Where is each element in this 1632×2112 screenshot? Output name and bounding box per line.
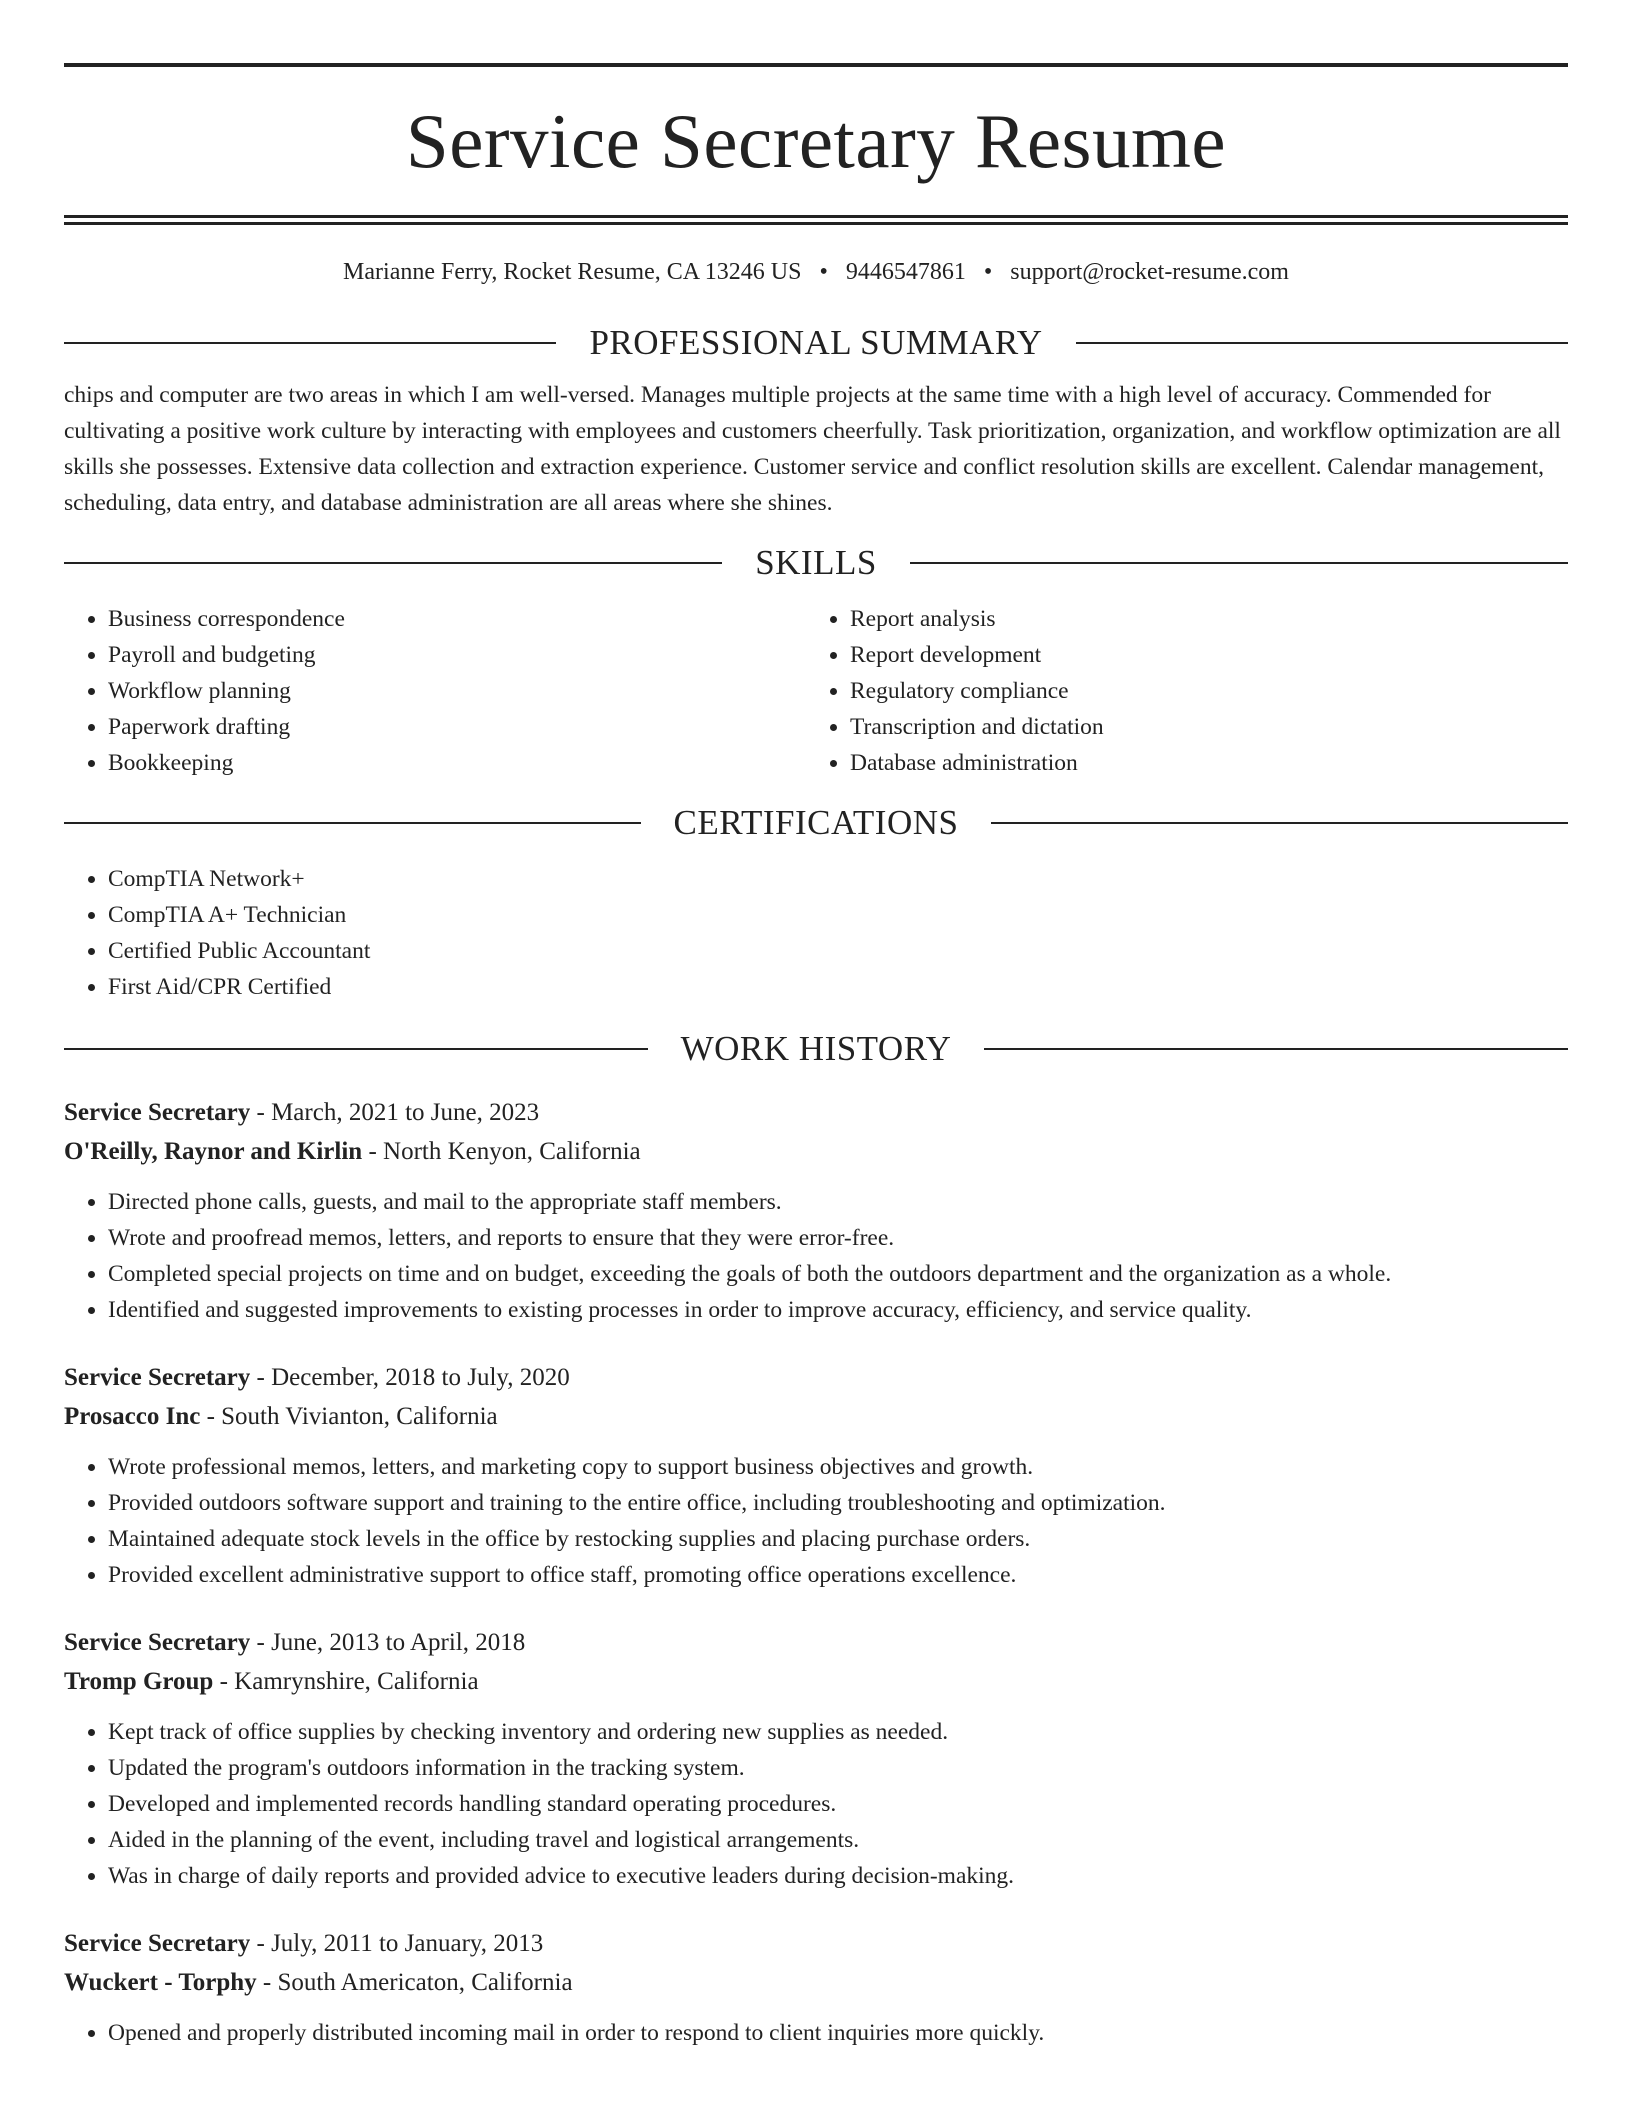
contact-line <box>64 257 1568 287</box>
contact-separator: • <box>819 259 828 285</box>
certification-item: • First Aid/CPR Certified <box>108 969 1568 1005</box>
heading-rule-left <box>64 342 556 344</box>
summary-heading-label: PROFESSIONAL SUMMARY <box>589 323 1043 362</box>
job-company: O'Reilly, Raynor and Kirlin <box>64 1138 363 1165</box>
certifications-heading-label: CERTIFICATIONS <box>673 803 959 842</box>
job-title-line <box>64 1924 1568 1963</box>
job-bullet: • Opened and properly distributed incoming mail in order to respond to client inquiries more quickly. <box>108 2015 1568 2051</box>
top-rule <box>64 63 1568 67</box>
job-title-line <box>64 1093 1568 1132</box>
job-company-line <box>64 1397 1568 1436</box>
job-title: Service Secretary <box>64 1629 251 1656</box>
job-bullet: • Updated the program's outdoors information in the tracking system. <box>108 1750 1568 1786</box>
heading-rule-right <box>910 562 1568 564</box>
skill-item: • Payroll and budgeting <box>108 637 806 673</box>
certification-item: • CompTIA A+ Technician <box>108 897 1568 933</box>
work-history-heading-label: WORK HISTORY <box>680 1029 952 1068</box>
certification-item: • CompTIA Network+ <box>108 861 1568 897</box>
contact-separator: • <box>983 259 993 285</box>
resume-page <box>64 0 1568 2051</box>
job-bullet: • Provided outdoors software support and training to the entire office, including troubleshooting and optimization. <box>108 1485 1568 1521</box>
certification-item: • Certified Public Accountant <box>108 933 1568 969</box>
job-bullet: • Identified and suggested improvements to existing processes in order to improve accuracy, efficiency, and service quality. <box>108 1292 1568 1328</box>
job-entry <box>64 1924 1568 2051</box>
job-company: Prosacco Inc <box>64 1403 201 1430</box>
heading-rule-left <box>64 1048 648 1050</box>
skills-heading-label: SKILLS <box>755 543 877 582</box>
job-bullet: • Aided in the planning of the event, including travel and logistical arrangements. <box>108 1822 1568 1858</box>
job-dates: - December, 2018 to July, 2020 <box>250 1364 570 1391</box>
job-title-line <box>64 1623 1568 1662</box>
skill-item: • Paperwork drafting <box>108 709 806 745</box>
job-bullet: • Wrote and proofread memos, letters, and reports to ensure that they were error-free. <box>108 1220 1568 1256</box>
skill-item: • Database administration <box>850 745 1548 781</box>
job-bullet: • Wrote professional memos, letters, and marketing copy to support business objectives and growth. <box>108 1449 1568 1485</box>
job-bullet: • Developed and implemented records handling standard operating procedures. <box>108 1786 1568 1822</box>
skill-item: • Report analysis <box>850 601 1548 637</box>
job-bullets <box>64 1449 1568 1593</box>
skills-column-right <box>806 601 1548 781</box>
job-title-line <box>64 1358 1568 1397</box>
job-bullet: • Provided excellent administrative support to office staff, promoting office operations excellence. <box>108 1557 1568 1593</box>
resume-title: Service Secretary Resume <box>405 98 1227 184</box>
job-dates: - June, 2013 to April, 2018 <box>250 1629 526 1656</box>
job-location: - South Americaton, California <box>256 1969 573 1996</box>
certifications-section-heading <box>64 803 1568 843</box>
contact-email[interactable]: support@rocket-resume.com <box>1010 259 1289 285</box>
skill-item: • Report development <box>850 637 1548 673</box>
heading-rule-left <box>64 822 641 824</box>
job-entry <box>64 1623 1568 1894</box>
job-title: Service Secretary <box>64 1930 251 1957</box>
skill-item: • Workflow planning <box>108 673 806 709</box>
heading-rule-right <box>1076 342 1568 344</box>
job-bullet: • Maintained adequate stock levels in the office by restocking supplies and placing purchase orders. <box>108 1521 1568 1557</box>
job-bullet: • Completed special projects on time and on budget, exceeding the goals of both the outdoors department and the organization as a whole. <box>108 1256 1568 1292</box>
skill-item: • Regulatory compliance <box>850 673 1548 709</box>
job-location: - North Kenyon, California <box>362 1138 641 1165</box>
summary-paragraph: chips and computer are two areas in which I am well-versed. Manages multiple projects at the same time with a high level of accuracy. Commended for cultivating a positive work culture by interacting with employees and customers cheerfully. Task prioritization, organization, and workflow optimization are all skills she possesses. Extensive data collection and extraction experience. Customer service and conflict resolution skills are excellent. Calendar management, scheduling, data entry, and database administration are all areas where she shines. <box>64 382 1561 516</box>
job-bullets <box>64 1714 1568 1894</box>
job-bullets <box>64 2015 1568 2051</box>
job-company: Wuckert - Torphy <box>64 1969 257 1996</box>
job-company: Tromp Group <box>64 1668 214 1695</box>
contact-address: Marianne Ferry, Rocket Resume, CA 13246 US <box>343 259 802 285</box>
heading-rule-right <box>984 1048 1568 1050</box>
job-company-line <box>64 1662 1568 1701</box>
work-history-section-heading <box>64 1029 1568 1069</box>
job-location: - South Vivianton, California <box>200 1403 498 1430</box>
job-dates: - July, 2011 to January, 2013 <box>250 1930 544 1957</box>
job-bullet: • Kept track of office supplies by checking inventory and ordering new supplies as needed. <box>108 1714 1568 1750</box>
job-company-line <box>64 1132 1568 1171</box>
certifications-list <box>64 861 1568 1005</box>
heading-rule-right <box>991 822 1568 824</box>
skill-item: • Transcription and dictation <box>850 709 1548 745</box>
job-bullet: • Was in charge of daily reports and provided advice to executive leaders during decision-making. <box>108 1858 1568 1894</box>
skills-list <box>64 601 1568 781</box>
job-title: Service Secretary <box>64 1364 251 1391</box>
job-dates: - March, 2021 to June, 2023 <box>250 1099 540 1126</box>
heading-rule-left <box>64 562 722 564</box>
job-entry <box>64 1093 1568 1328</box>
job-location: - Kamrynshire, California <box>213 1668 479 1695</box>
summary-section-heading <box>64 323 1568 363</box>
job-bullet: • Directed phone calls, guests, and mail to the appropriate staff members. <box>108 1184 1568 1220</box>
skills-section-heading <box>64 543 1568 583</box>
skill-item: • Bookkeeping <box>108 745 806 781</box>
skill-item: • Business correspondence <box>108 601 806 637</box>
title-double-rule <box>64 215 1568 225</box>
job-entry <box>64 1358 1568 1593</box>
job-company-line <box>64 1963 1568 2002</box>
contact-phone: 9446547861 <box>845 259 966 285</box>
skills-column-left <box>64 601 806 781</box>
job-bullets <box>64 1184 1568 1328</box>
job-title: Service Secretary <box>64 1099 251 1126</box>
